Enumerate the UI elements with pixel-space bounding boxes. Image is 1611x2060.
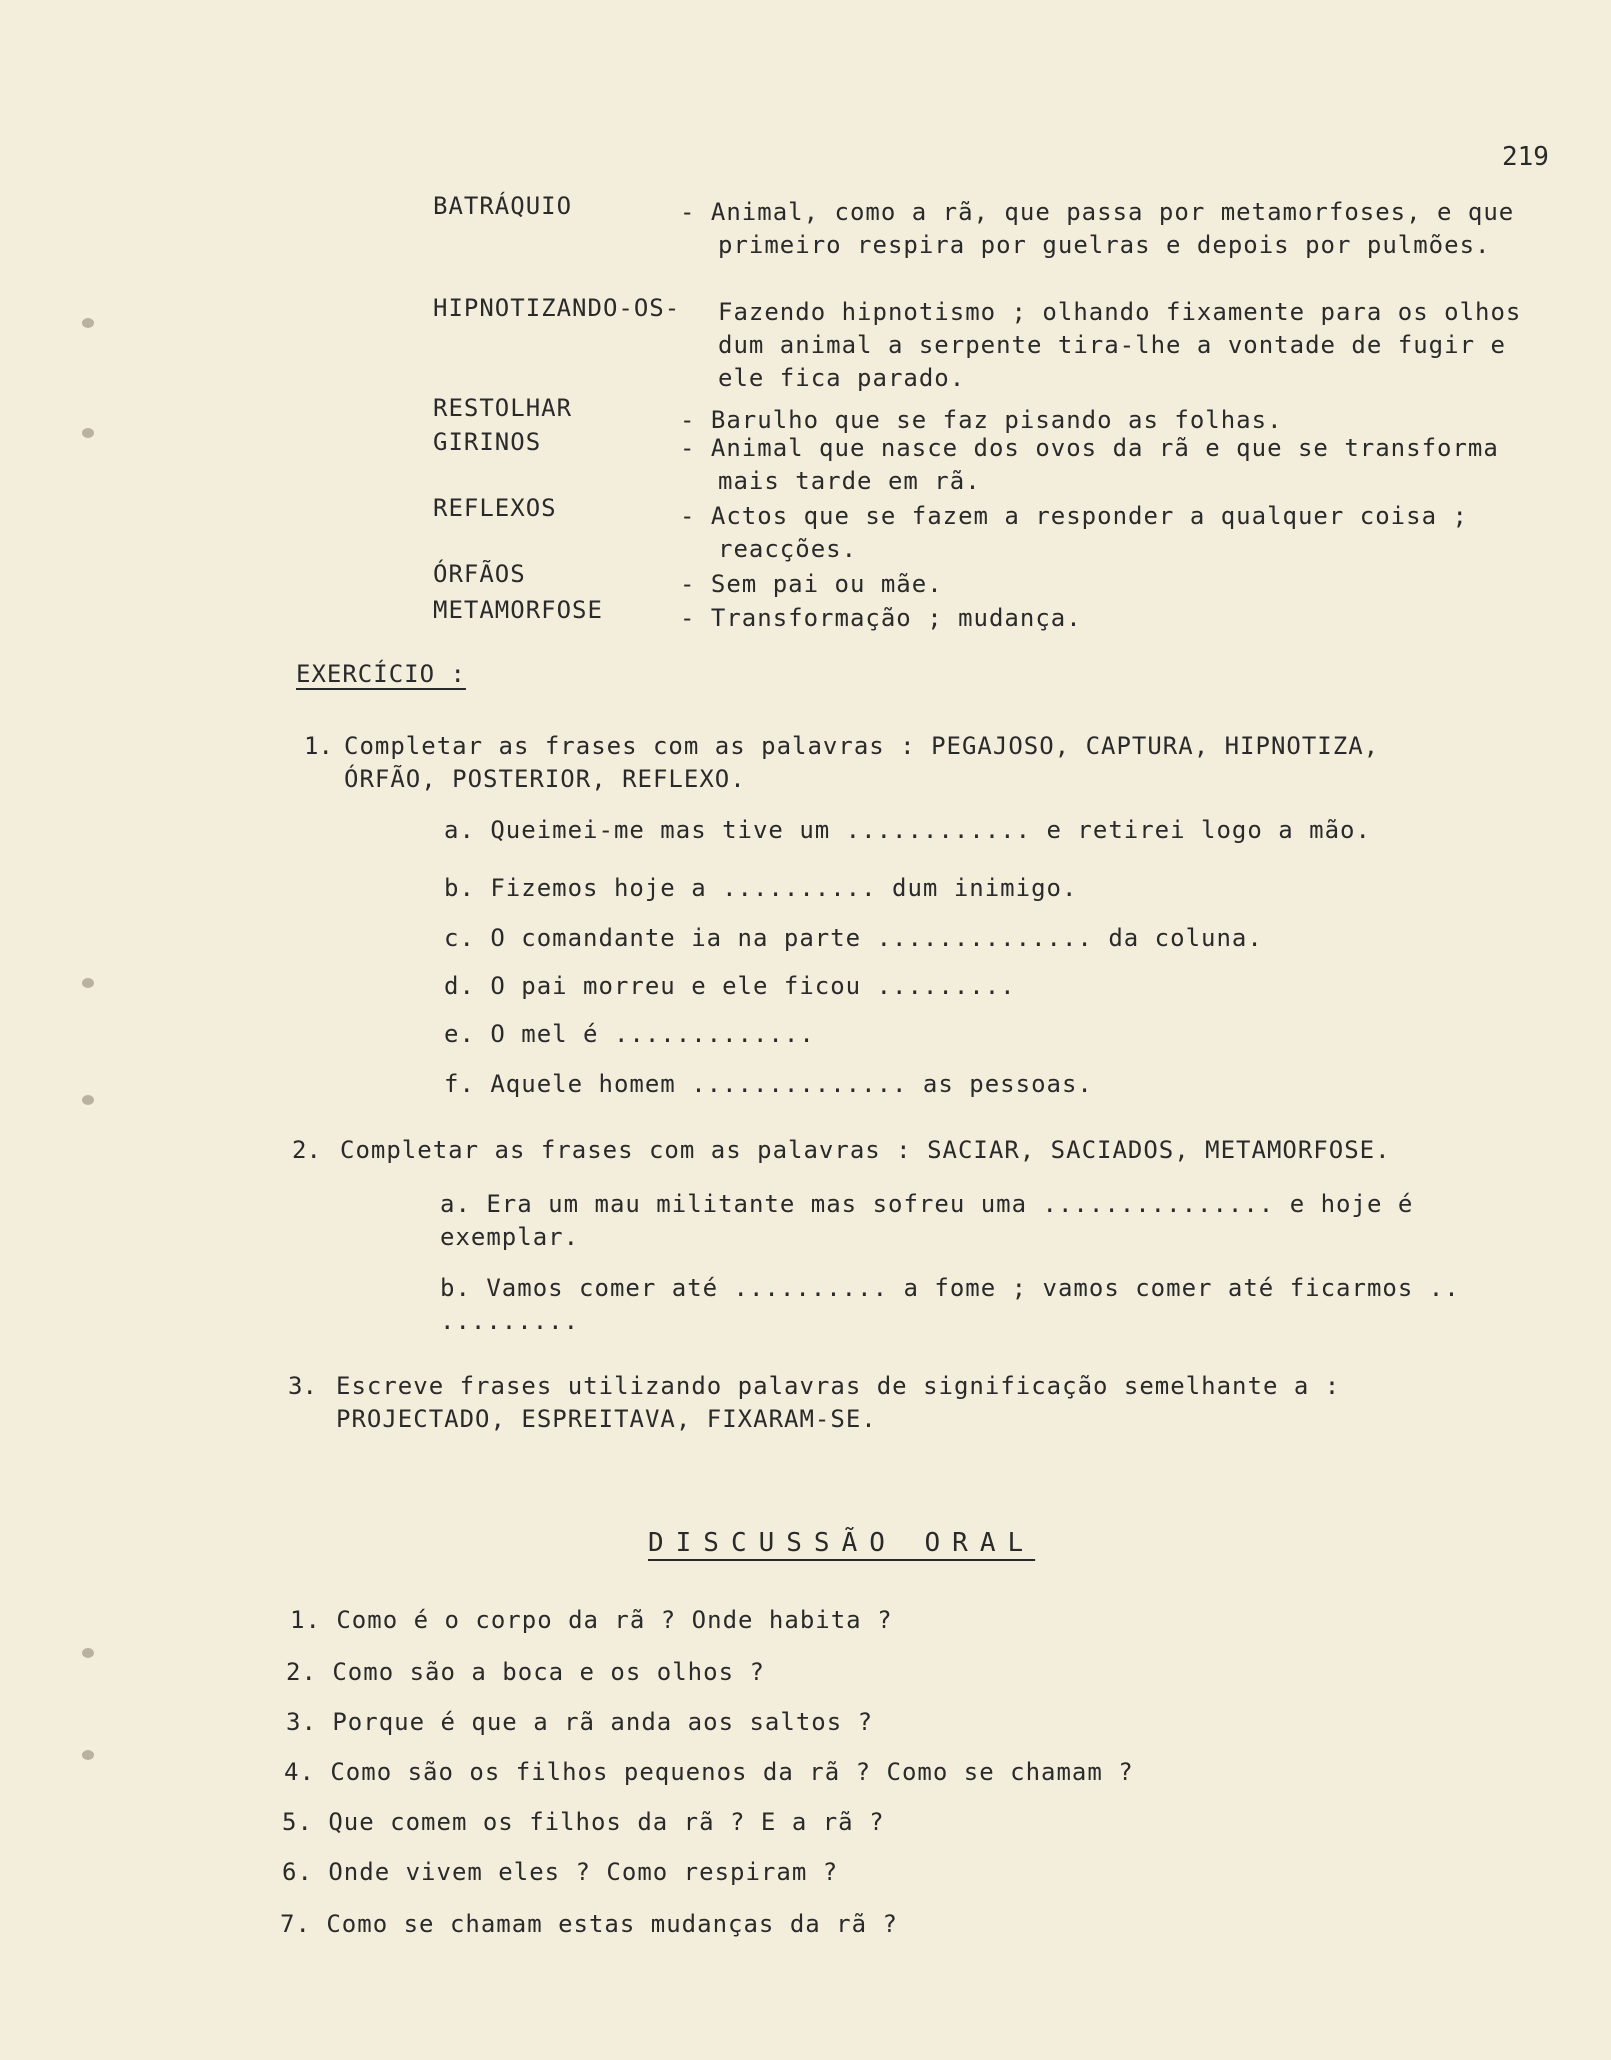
glossary-term: HIPNOTIZANDO-OS- xyxy=(433,294,681,322)
glossary-definition: Fazendo hipnotismo ; olhando fixamente para os olhos dum animal a serpente tira-lhe a vontade de fugir e ele fica parado. xyxy=(718,298,1522,392)
glossary-term: GIRINOS xyxy=(433,428,542,456)
exercise-item: d. O pai morreu e ele ficou ......... xyxy=(444,972,1016,1000)
exercise-instruction: Completar as frases com as palavras : SACIAR, SACIADOS, METAMORFOSE. xyxy=(340,1136,1391,1164)
exercise-item: f. Aquele homem .............. as pessoas. xyxy=(444,1070,1093,1098)
exercise-number: 1. xyxy=(304,732,333,760)
binder-hole xyxy=(82,1095,94,1105)
glossary-definition: - Animal, como a rã, que passa por metamorfoses, e que primeiro respira por guelras e depois por pulmões. xyxy=(680,198,1515,259)
oral-question: 1. Como é o corpo da rã ? Onde habita ? xyxy=(290,1606,893,1634)
binder-hole xyxy=(82,978,94,988)
glossary-definition: - Sem pai ou mãe. xyxy=(680,570,943,598)
exercise-item: b. Vamos comer até .......... a fome ; vamos comer até ficarmos .. ......... xyxy=(440,1274,1460,1335)
exercise-instruction: Completar as frases com as palavras : PEGAJOSO, CAPTURA, HIPNOTIZA, ÓRFÃO, POSTERIOR, REFLEXO. xyxy=(344,732,1380,793)
exercise-item: a. Queimei-me mas tive um ............ e retirei logo a mão. xyxy=(444,816,1371,844)
glossary-definition: - Actos que se fazem a responder a qualquer coisa ; reacções. xyxy=(680,502,1468,563)
glossary-definition: - Barulho que se faz pisando as folhas. xyxy=(680,406,1283,434)
exercise-number: 2. xyxy=(292,1136,321,1164)
binder-hole xyxy=(82,318,94,328)
page-number: 219 xyxy=(1502,142,1549,172)
glossary-term: REFLEXOS xyxy=(433,494,557,522)
glossary-term: METAMORFOSE xyxy=(433,596,603,624)
glossary-term: BATRÁQUIO xyxy=(433,192,573,220)
oral-question: 7. Como se chamam estas mudanças da rã ? xyxy=(280,1910,898,1938)
oral-question: 4. Como são os filhos pequenos da rã ? Como se chamam ? xyxy=(284,1758,1134,1786)
exercise-item: e. O mel é ............. xyxy=(444,1020,815,1048)
glossary-definition: - Transformação ; mudança. xyxy=(680,604,1082,632)
glossary-term: ÓRFÃOS xyxy=(433,560,526,588)
exercise-number: 3. xyxy=(288,1372,317,1400)
oral-question: 6. Onde vivem eles ? Como respiram ? xyxy=(282,1858,839,1886)
exercise-heading: EXERCÍCIO : xyxy=(296,660,466,688)
glossary-definition: - Animal que nasce dos ovos da rã e que se transforma mais tarde em rã. xyxy=(680,434,1499,495)
glossary-term: RESTOLHAR xyxy=(433,394,573,422)
exercise-instruction: Escreve frases utilizando palavras de significação semelhante a : PROJECTADO, ESPREITAVA, FIXARAM-SE. xyxy=(336,1372,1341,1433)
binder-hole xyxy=(82,1750,94,1760)
binder-hole xyxy=(82,1648,94,1658)
oral-question: 2. Como são a boca e os olhos ? xyxy=(286,1658,765,1686)
oral-question: 3. Porque é que a rã anda aos saltos ? xyxy=(286,1708,874,1736)
exercise-item: a. Era um mau militante mas sofreu uma ............... e hoje é exemplar. xyxy=(440,1190,1414,1251)
exercise-item: b. Fizemos hoje a .......... dum inimigo. xyxy=(444,874,1078,902)
oral-discussion-title: DISCUSSÃO ORAL xyxy=(648,1528,1036,1558)
oral-question: 5. Que comem os filhos da rã ? E a rã ? xyxy=(282,1808,885,1836)
exercise-item: c. O comandante ia na parte .............. da coluna. xyxy=(444,924,1263,952)
binder-hole xyxy=(82,428,94,438)
